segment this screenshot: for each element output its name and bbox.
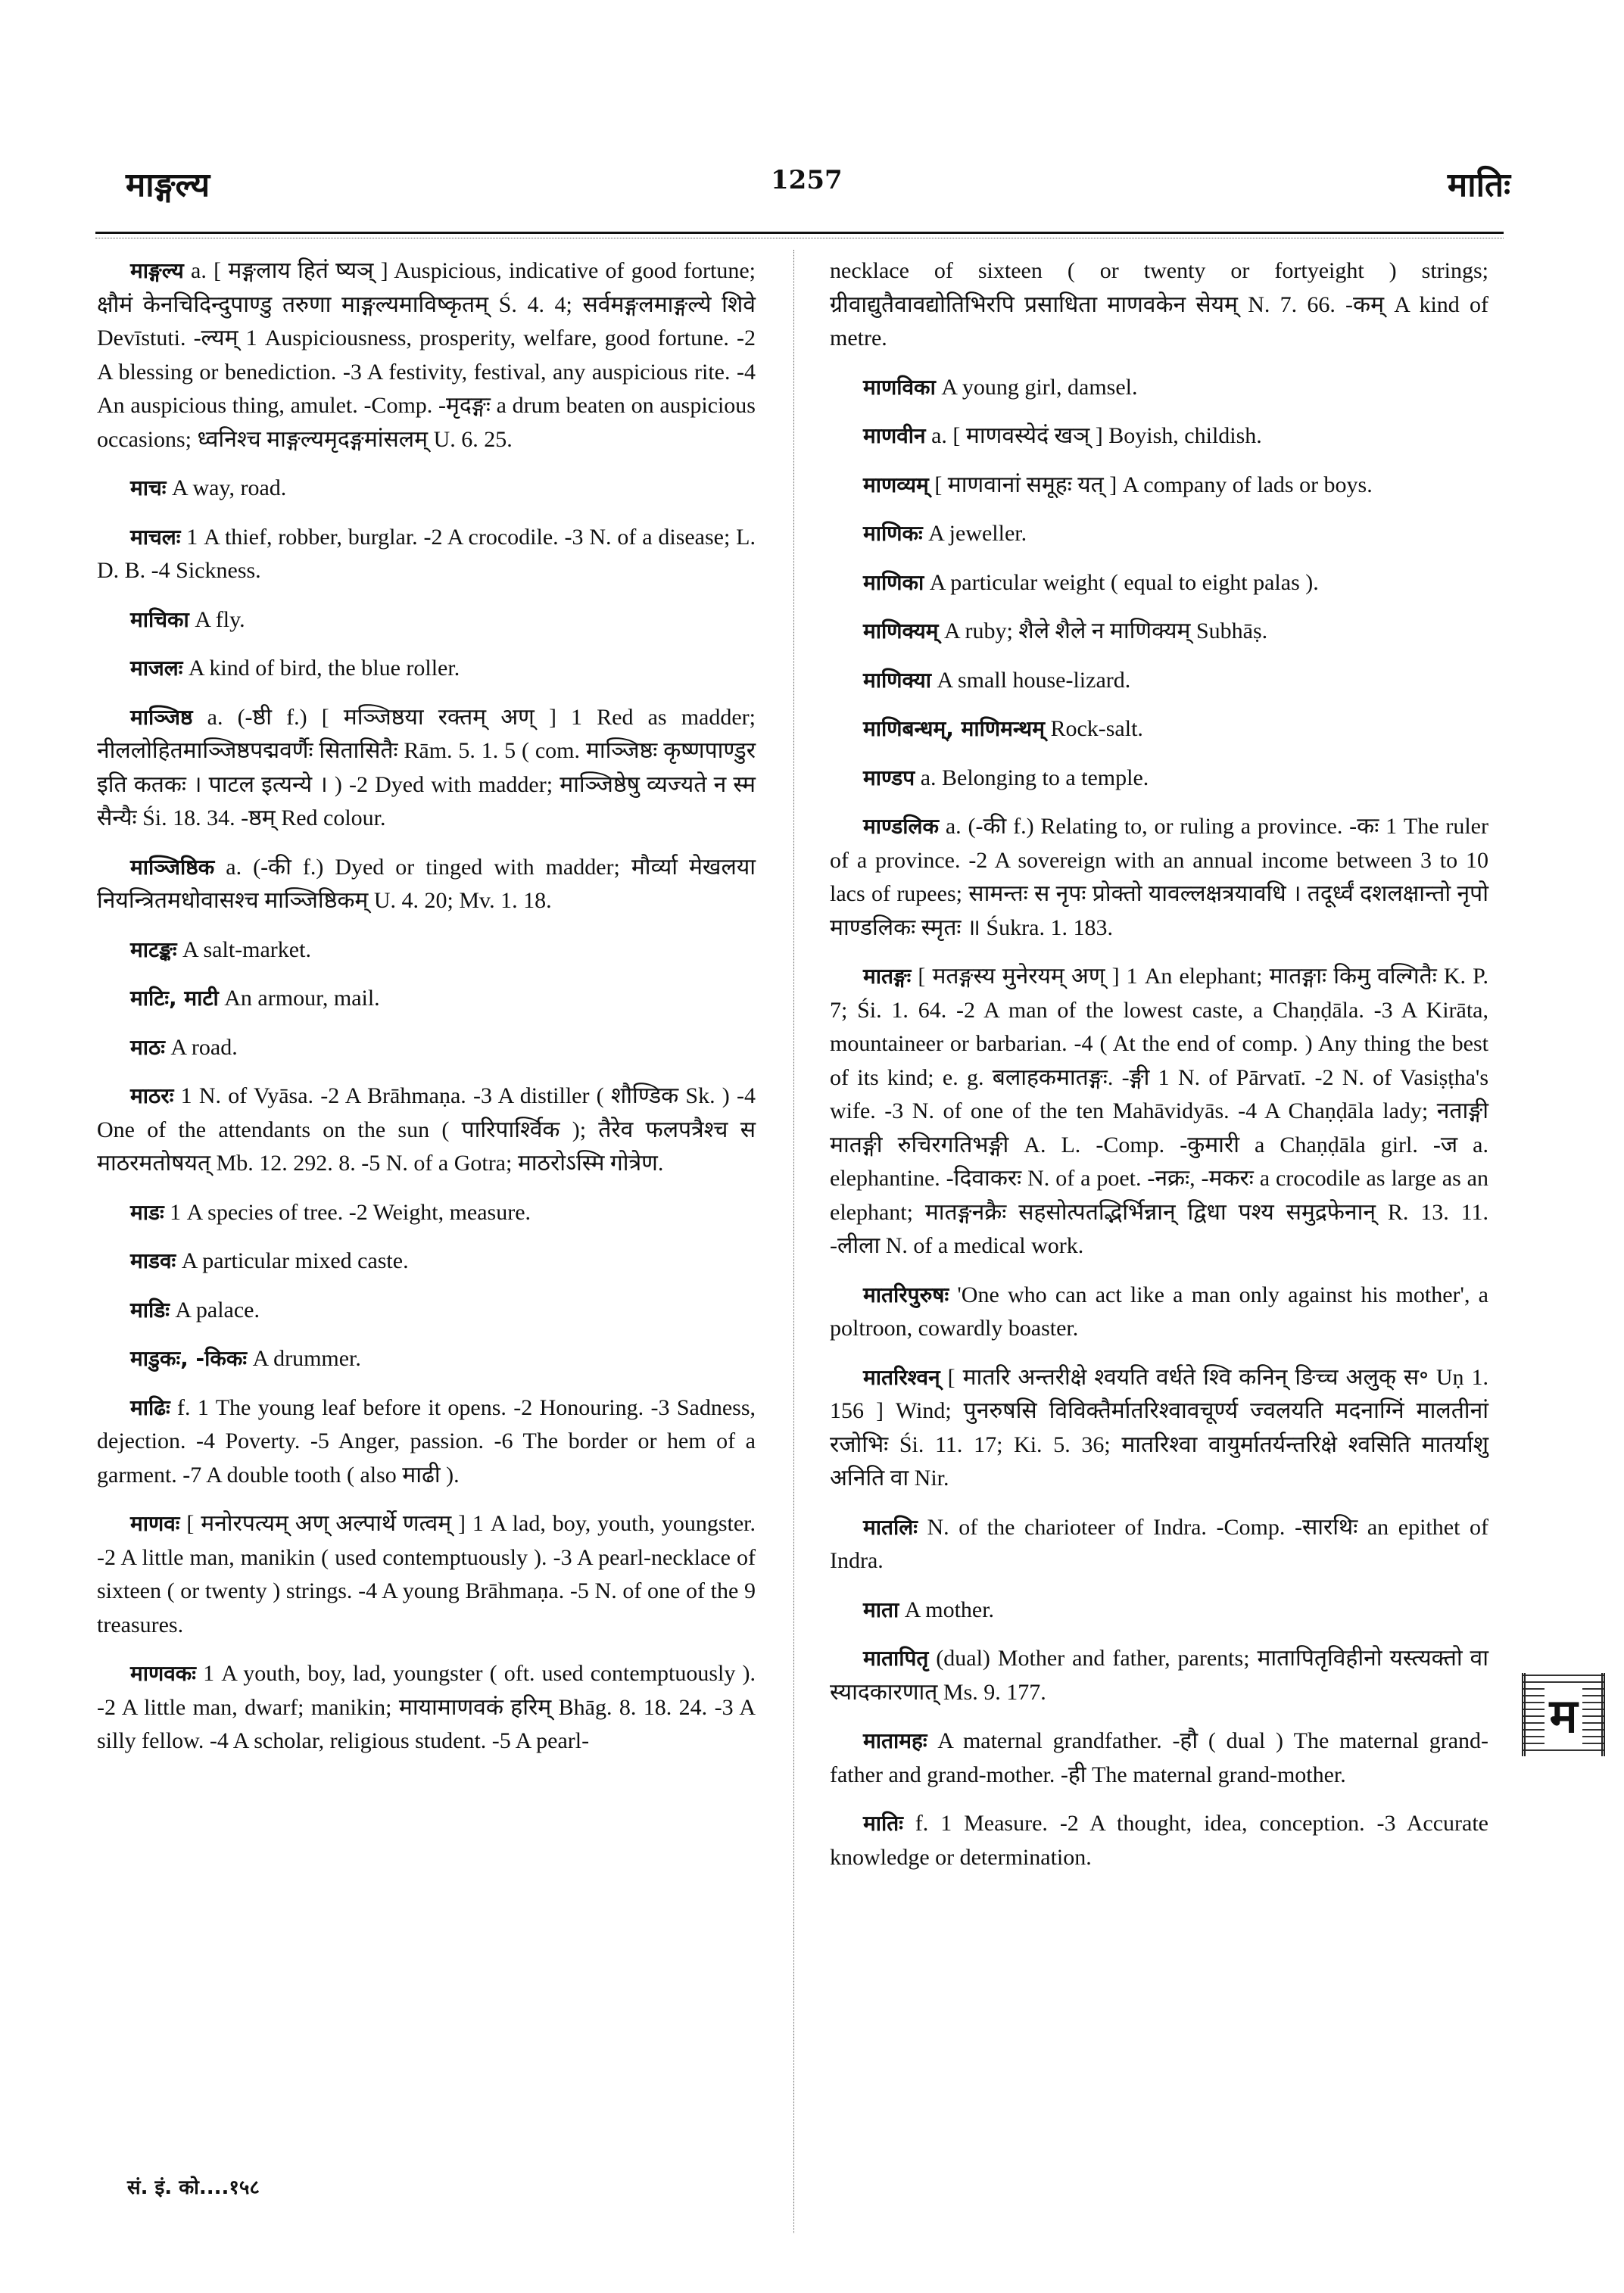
dictionary-entry — [97, 982, 756, 1016]
running-head-left: माङ्गल्य — [126, 166, 210, 204]
entry-headword: माटिः, माटी — [130, 986, 219, 1011]
entry-definition: [ माणवानां समूहः यत् ] A company of lads or boys. — [928, 472, 1373, 497]
entry-definition: A particular mixed caste. — [176, 1248, 409, 1273]
dictionary-entry — [97, 603, 756, 637]
dictionary-entry — [97, 1391, 756, 1493]
dictionary-entry — [97, 1342, 756, 1376]
dictionary-entry — [830, 1594, 1488, 1628]
dictionary-entry — [97, 1294, 756, 1328]
thumb-index-tab — [1522, 1673, 1605, 1756]
entry-headword: माटङ्कः — [130, 936, 177, 962]
dictionary-entry — [97, 1245, 756, 1279]
entry-definition: f. 1 Measure. -2 A thought, idea, conception. -3 Accurate knowledge or determination. — [830, 1811, 1488, 1870]
entry-headword: माणविका — [863, 374, 936, 400]
left-column — [97, 254, 756, 1774]
entry-headword: मातरिपुरुषः — [863, 1282, 949, 1307]
entry-definition: a. [ मङ्गलाय हितं ष्यञ् ] Auspicious, indicative of good fortune; क्षौमं केनचिदिन्दुपाण्डु तरुणा माङ्गल्यमाविष्कृतम् Ś. 4. 4; सर्वमङ्गलमाङ्गल्ये शिवे Devīstuti. -ल्यम् 1 Auspiciousness, prosperity, welfare, good fortune. -2 A blessing or benediction. -3 A festivity, festival, any auspicious rite. -4 An auspicious thing, amulet. -Comp. -मृदङ्गः a drum beaten on auspicious occasions; ध्वनिश्च माङ्गल्यमृदङ्गमांसलम् U. 6. 25. — [97, 258, 756, 452]
dictionary-entry — [97, 1657, 756, 1759]
dictionary-entry — [97, 521, 756, 588]
entry-definition: A way, road. — [166, 475, 287, 500]
entry-headword: माणिका — [863, 569, 924, 595]
dictionary-entry — [97, 1196, 756, 1230]
entry-definition: f. 1 The young leaf before it opens. -2 Honouring. -3 Sadness, dejection. -4 Poverty. -5 Anger, passion. -6 The border or hem of a garment. -7 A double tooth ( also माढी ). — [97, 1394, 756, 1488]
thumb-index-letter: म — [1545, 1683, 1582, 1746]
entry-definition: (dual) Mother and father, parents; मातापितृविहीनो यस्त्यक्तो वा स्यादकारणात् Ms. 9. 177. — [830, 1646, 1488, 1705]
entry-definition: N. of the charioteer of Indra. -Comp. -सारथिः an epithet of Indra. — [830, 1514, 1488, 1573]
entry-headword: माडुकः, -किकः — [130, 1346, 248, 1371]
entry-definition: A ruby; शैले शैले न माणिक्यम् Subhāṣ. — [938, 618, 1268, 643]
entry-headword: माङ्गल्य — [130, 258, 184, 283]
entry-definition: [ मनोरपत्यम् अण् अल्पार्थे णत्वम् ] 1 A lad, boy, youth, youngster. -2 A little man, manikin ( used contemptuously ). -3 A pearl-necklace of sixteen ( or twenty ) strings. -4 A young Brāhmaṇa. -5 N. of one of the 9 treasures. — [97, 1511, 756, 1637]
dictionary-entry — [97, 701, 756, 836]
entry-definition: 'One who can act like a man only against his mother', a poltroon, cowardly boaster. — [830, 1282, 1488, 1341]
entry-definition: A mother. — [899, 1597, 995, 1622]
dictionary-entry — [830, 762, 1488, 796]
entry-definition: [ मातरि अन्तरीक्षे श्वयति वर्धते श्वि कनिन् ङिच्च अलुक् स॰ Uṇ 1. 156 ] Wind; पुनरुषसि विविक्तैर्मातरिश्वावचूर्ण्य ज्वलयति मदनाग्निं मालतीनां रजोभिः Śi. 11. 17; Ki. 5. 36; मातरिश्वा वायुर्मातर्यन्तरिक्षे श्वसिति मातर्याशु अनिति वा Nir. — [830, 1364, 1488, 1491]
entry-headword: मातामहः — [863, 1728, 927, 1753]
entry-headword: माठरः — [130, 1083, 174, 1108]
entry-definition: necklace of sixteen ( or twenty or fortyeight ) strings; ग्रीवाद्युतैवावद्योतिभिरपि प्रसाधिता माणवकेन सेयम् N. 7. 66. -कम् A kind of metre. — [830, 258, 1488, 350]
entry-definition: Rock-salt. — [1044, 716, 1143, 741]
entry-headword: मातिः — [863, 1811, 903, 1836]
entry-definition: A small house-lizard. — [930, 667, 1131, 693]
dictionary-entry — [830, 469, 1488, 503]
entry-headword: माञ्जिष्ठ — [130, 704, 193, 730]
dictionary-entry — [97, 1507, 756, 1642]
entry-definition: A particular weight ( equal to eight palas ). — [924, 569, 1319, 595]
entry-headword: माणव्यम् — [863, 472, 929, 497]
dictionary-entry — [830, 419, 1488, 453]
entry-definition: A jeweller. — [922, 521, 1027, 546]
header-rule — [95, 232, 1504, 234]
entry-headword: माणिबन्धम्, माणिमन्थम् — [863, 716, 1045, 741]
entry-definition: A drummer. — [247, 1346, 361, 1371]
entry-headword: माजलः — [130, 656, 183, 681]
entry-headword: माण्डलिक — [863, 814, 940, 839]
entry-definition: a. (-की f.) Relating to, or ruling a province. -कः 1 The ruler of a province. -2 A sovereign with an annual income between 3 to 10 lacs of rupees; सामन्तः स नृपः प्रोक्तो यावल्लक्षत्रयावधि । तदूर्ध्वं दशलक्षान्तो नृपो माण्डलिकः स्मृतः ॥ Śukra. 1. 183. — [830, 814, 1488, 940]
entry-headword: माणिक्या — [863, 667, 931, 693]
entry-definition: [ मतङ्गस्य मुनेरयम् अण् ] 1 An elephant; मातङ्गाः किमु वल्गितैः K. P. 7; Śi. 1. 64. -2 A man of the lowest caste, a Chaṇḍāla. -3 A Kirāta, mountaineer or barbarian. -4 ( At the end of comp. ) Any thing the best of its kind; e. g. बलाहकमातङ्गः. -ङ्गी 1 N. of Pārvatī. -2 N. of Vasiṣṭha's wife. -3 N. of one of the ten Mahāvidyās. -4 A Chaṇḍāla lady; नताङ्गी मातङ्गी रुचिरगतिभङ्गी A. L. -Comp. -कुमारी a Chaṇḍāla girl. -ज a. elephantine. -दिवाकरः N. of a poet. -नक्रः, -मकरः a crocodile as large as an elephant; मातङ्गनक्रैः सहसोत्पतद्भिर्भिन्नान् द्विधा पश्य समुद्रफेनान् R. 13. 11. -लीला N. of a medical work. — [830, 964, 1488, 1258]
dictionary-entry — [97, 652, 756, 686]
entry-headword: मातरिश्वन् — [863, 1364, 940, 1390]
entry-definition: a. (-ष्ठी f.) [ मञ्जिष्ठया रक्तम् अण् ] 1 Red as madder; नीललोहितमाञ्जिष्ठपद्मवर्णैः सितासितैः Rām. 5. 1. 5 ( com. माञ्जिष्ठः कृष्णपाण्डुर इति कतकः । पाटल इत्यन्ये । ) -2 Dyed with madder; माञ्जिष्ठेषु व्यज्यते न स्म सैन्यैः Śi. 18. 34. -ष्ठम् Red colour. — [97, 704, 756, 830]
entry-headword: माचः — [130, 475, 167, 500]
entry-headword: माडिः — [130, 1297, 170, 1323]
entry-headword: माठः — [130, 1034, 165, 1060]
entry-headword: माणवः — [130, 1511, 180, 1536]
entry-headword: माडवः — [130, 1248, 176, 1273]
entry-definition: A palace. — [169, 1297, 260, 1323]
entry-definition: A young girl, damsel. — [935, 374, 1138, 400]
dictionary-entry — [97, 472, 756, 506]
entry-definition: a. [ माणवस्येदं खञ् ] Boyish, childish. — [925, 423, 1262, 448]
dictionary-entry — [830, 1724, 1488, 1792]
entry-headword: माडः — [130, 1199, 164, 1225]
dictionary-entry — [830, 517, 1488, 551]
entry-definition: A road. — [164, 1034, 238, 1060]
entry-headword: माणिकः — [863, 521, 923, 546]
entry-definition: A kind of bird, the blue roller. — [182, 656, 460, 681]
entry-headword: माणवीन — [863, 423, 926, 448]
dictionary-entry — [830, 1361, 1488, 1496]
column-divider — [793, 250, 794, 2233]
entry-headword: माढिः — [130, 1394, 170, 1420]
dictionary-entry — [830, 960, 1488, 1263]
entry-definition: A fly. — [189, 606, 245, 632]
entry-headword: माचिका — [130, 606, 189, 632]
entry-headword: मातापितृ — [863, 1646, 929, 1671]
entry-headword: माणवकः — [130, 1661, 196, 1686]
dictionary-entry — [97, 1031, 756, 1065]
entry-definition: A maternal grandfather. -हौ ( dual ) The maternal grand-father and grand-mother. -ही The maternal grand-mother. — [830, 1728, 1488, 1787]
entry-definition: A salt-market. — [176, 936, 311, 962]
dictionary-entry — [97, 1080, 756, 1181]
footer-signature: सं. इं. को....१५८ — [127, 2176, 260, 2199]
dictionary-entry — [830, 566, 1488, 600]
dictionary-entry — [830, 1279, 1488, 1346]
entry-definition: 1 A thief, robber, burglar. -2 A crocodile. -3 N. of a disease; L. D. B. -4 Sickness. — [97, 524, 756, 583]
entry-headword: माञ्जिष्ठिक — [130, 854, 215, 880]
dictionary-entry — [830, 1807, 1488, 1874]
entry-headword: माण्डप — [863, 765, 915, 790]
dictionary-entry — [830, 1511, 1488, 1578]
dictionary-entry — [830, 810, 1488, 945]
dictionary-entry — [97, 851, 756, 918]
dictionary-entry — [830, 712, 1488, 746]
entry-definition: 1 A species of tree. -2 Weight, measure. — [164, 1199, 531, 1225]
entry-headword: मातलिः — [863, 1514, 918, 1540]
page-number: 1257 — [771, 165, 843, 195]
entry-headword: माचलः — [130, 524, 181, 550]
entry-definition: 1 A youth, boy, lad, youngster ( oft. used contemptuously ). -2 A little man, dwarf; manikin; मायामाणवकं हरिम् Bhāg. 8. 18. 24. -3 A silly fellow. -4 A scholar, religious student. -5 A pearl- — [97, 1661, 756, 1753]
right-column — [830, 254, 1488, 1890]
dictionary-entry — [830, 371, 1488, 405]
entry-definition: An armour, mail. — [218, 986, 380, 1011]
dictionary-entry — [830, 1642, 1488, 1709]
entry-headword: मातङ्गः — [863, 964, 912, 989]
dictionary-entry — [830, 615, 1488, 649]
entry-definition: a. (-की f.) Dyed or tinged with madder; मौर्व्या मेखलया नियन्त्रितमधोवासश्च माञ्जिष्ठिकम् U. 4. 20; Mv. 1. 18. — [97, 854, 756, 913]
entry-headword: माणिक्यम् — [863, 618, 939, 643]
dictionary-entry — [830, 664, 1488, 698]
entry-headword: माता — [863, 1597, 899, 1622]
dictionary-entry — [830, 254, 1488, 356]
entry-definition: a. Belonging to a temple. — [915, 765, 1149, 790]
dictionary-entry — [97, 254, 756, 456]
running-head-right: मातिः — [1447, 166, 1510, 204]
dictionary-entry — [97, 933, 756, 967]
entry-definition: 1 N. of Vyāsa. -2 A Brāhmaṇa. -3 A distiller ( शौण्डिक Sk. ) -4 One of the attendants on the sun ( पारिपार्श्विक ); तैरेव फलपत्रैश्च स माठरमतोषयत् Mb. 12. 292. 8. -5 N. of a Gotra; माठरोऽस्मि गोत्रेण. — [97, 1083, 756, 1176]
